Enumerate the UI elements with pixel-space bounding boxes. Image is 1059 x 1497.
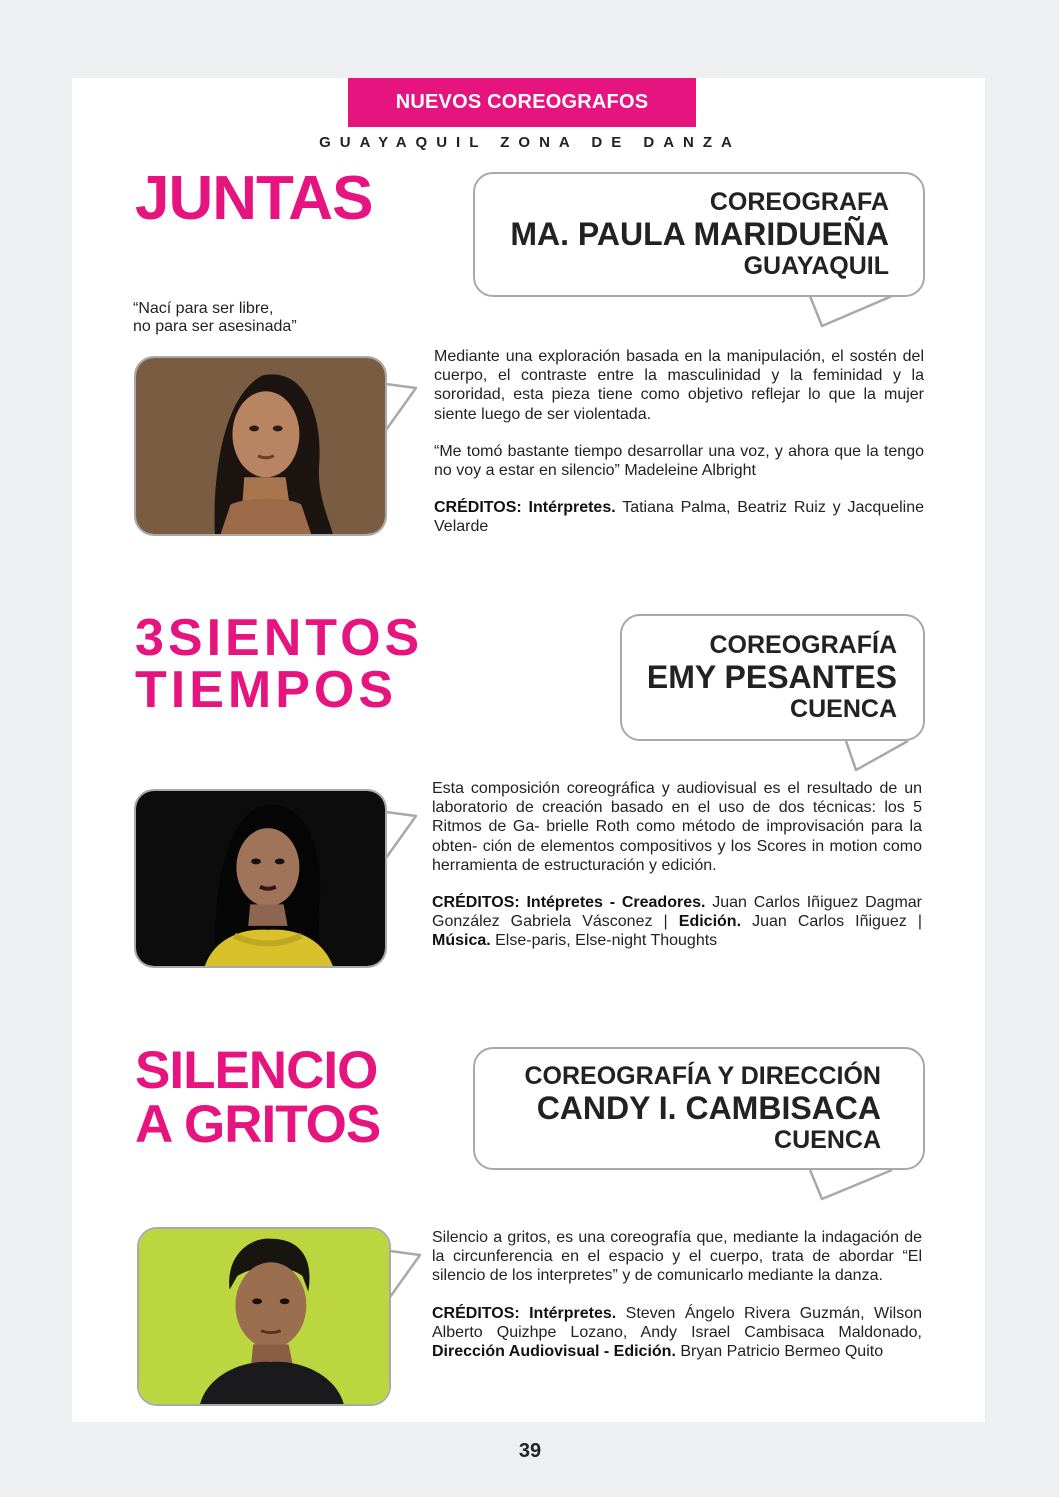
- piece-title-line: 3SIENTOS: [135, 609, 424, 667]
- credits: [434, 498, 924, 536]
- choreographer-name: CANDY I. CAMBISACA: [536, 1089, 881, 1126]
- choreographer-name: EMY PESANTES: [646, 658, 897, 695]
- quote-line: “Nací para ser libre,: [133, 300, 274, 317]
- dancer-photo: [134, 356, 387, 536]
- piece-title-line: A GRITOS: [135, 1095, 381, 1155]
- choreographer-city: CUENCA: [790, 695, 897, 724]
- credits-text: Juan Carlos Iñiguez |: [741, 913, 922, 931]
- piece-description: [434, 347, 924, 555]
- section-tag: NUEVOS COREOGRAFOS: [348, 78, 696, 127]
- piece-title-line: TIEMPOS: [135, 661, 398, 719]
- piece-title-line: SILENCIO: [135, 1041, 378, 1100]
- choreographer-bubble: [620, 614, 925, 741]
- quote-line: no para ser asesinada”: [133, 317, 297, 335]
- dancer-photo: [137, 1227, 391, 1406]
- choreographer-role: COREOGRAFA: [709, 187, 889, 216]
- choreographer-name: MA. PAULA MARIDUEÑA: [510, 215, 889, 252]
- description-paragraph: Esta composición coreográfica y audiovisual es el resultado de un laboratorio de creación basado en el uso de dos técnicas: los 5 Ritmos de Ga- brielle Roth como método de improvisación para la obten- ción de elementos compositivos y los Scores in motion como herramienta de estructuración y edición.: [432, 780, 922, 874]
- credits-text: Else-paris, Else-night Thoughts: [490, 932, 718, 950]
- photo-tail: [382, 380, 422, 440]
- credits-label: CRÉDITOS: Intépretes - Creadores.: [432, 893, 706, 911]
- credits-text: Juan Carlos Iñiguez Dagmar González Gabriela Vásconez |: [432, 893, 923, 931]
- piece-title: [135, 1041, 381, 1155]
- section-subtitle: GUAYAQUIL ZONA DE DANZA: [319, 134, 741, 151]
- description-paragraph: “Me tomó bastante tiempo desarrollar una voz, y ahora que la tengo no voy a estar en silencio” Madeleine Albright: [434, 442, 924, 479]
- credits-text: Tatiana Palma, Beatriz Ruiz y Jacqueline Velarde: [434, 499, 924, 536]
- credits-text: Steven Ángelo Rivera Guzmán, Wilson Alberto Quizhpe Lozano, Andy Israel Cambisaca Maldonado,: [432, 1304, 923, 1341]
- piece-title: [135, 609, 424, 719]
- dancer-photo: [134, 789, 387, 968]
- credits: [432, 1304, 922, 1362]
- credits-label: Dirección Audiovisual - Edición.: [432, 1342, 676, 1360]
- description-paragraph: Silencio a gritos, es una coreografía que, mediante la indagación de la circunferencia en el espacio y el cuerpo, trata de abordar “El silencio de los interpretes” y de comunicarlo mediante la danza.: [432, 1229, 922, 1285]
- piece-quote: [133, 300, 297, 336]
- choreographer-bubble: [473, 1047, 925, 1170]
- credits: [432, 893, 922, 951]
- piece-description: [432, 1228, 922, 1379]
- photo-tail: [386, 1247, 426, 1307]
- photo-tail: [382, 808, 422, 868]
- page-number: 39: [518, 1440, 542, 1462]
- description-paragraph: Mediante una exploración basada en la manipulación, el sostén del cuerpo, el contraste entre la masculinidad y la feminidad y la sororidad, esta pieza tiene como objetivo reflejar lo que la mujer siente luego de ser violentada.: [434, 348, 924, 423]
- credits-text: Bryan Patricio Bermeo Quito: [675, 1342, 884, 1360]
- choreographer-city: CUENCA: [774, 1126, 881, 1155]
- credits-label: Edición.: [678, 913, 742, 931]
- piece-title: [135, 164, 373, 233]
- choreographer-city: GUAYAQUIL: [743, 252, 889, 281]
- piece-title-line: JUNTAS: [135, 164, 373, 233]
- choreographer-role: COREOGRAFÍA Y DIRECCIÓN: [524, 1061, 881, 1090]
- piece-description: [432, 779, 922, 969]
- credits-label: CRÉDITOS: Intérpretes.: [434, 499, 616, 517]
- choreographer-role: COREOGRAFÍA: [709, 630, 897, 659]
- choreographer-bubble: [473, 172, 925, 297]
- credits-label: CRÉDITOS: Intérpretes.: [432, 1304, 617, 1322]
- credits-label: Música.: [432, 932, 491, 950]
